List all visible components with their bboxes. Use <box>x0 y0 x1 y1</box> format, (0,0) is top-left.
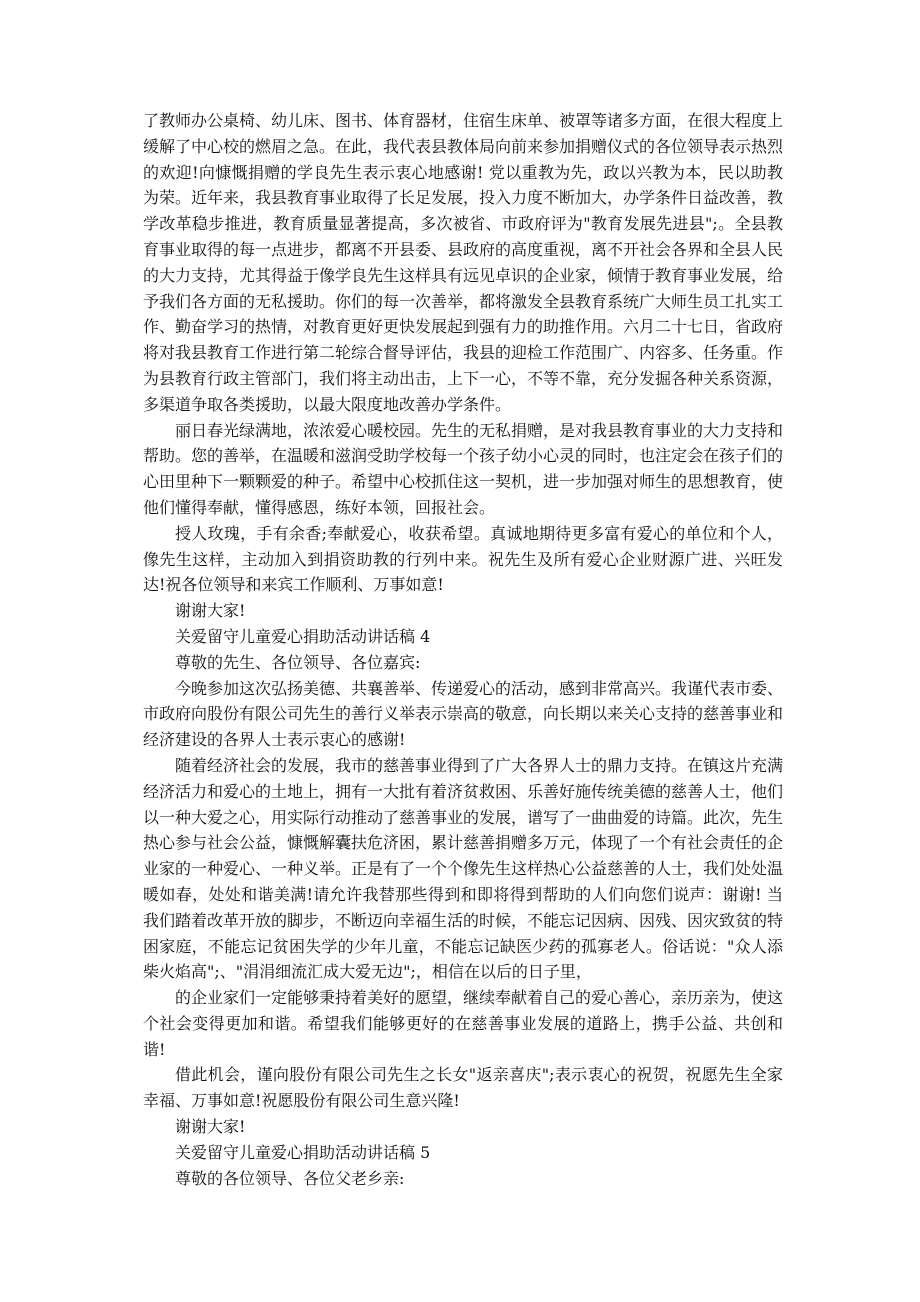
salutation-5: 尊敬的各位领导、各位父老乡亲: <box>175 1168 405 1188</box>
document-page <box>143 108 783 1191</box>
section-heading-4: 关爱留守儿童爱心捐助活动讲话稿 4 <box>175 626 431 646</box>
paragraph-1: 了教师办公桌椅、幼儿床、图书、体育器材，住宿生床单、被罩等诸多方面，在很大程度上缓解了中心校的燃眉之急。在此，我代表县教体局向前来参加捐赠仪式的各位领导表示热烈的欢迎!向慷慨捐赠的学良先生表示衷心地感谢! 党以重教为先，政以兴教为本，民以助教为荣。近年来，我县教育事业取得了长足发展，投入力度不断加大，办学条件日益改善，教学改革稳步推进，教育质量显著提高，多次被省、市政府评为"教育发展先进县";。全县教育事业取得的每一点进步，都离不开县委、县政府的高度重视，离不开社会各界和全县人民的大力支持，尤其得益于像学良先生这样具有远见卓识的企业家，倾情于教育事业发展，给予我们各方面的无私援助。你们的每一次善举，都将激发全县教育系统广大师生员工扎实工作、勤奋学习的热情，对教育更好更快发展起到强有力的助推作用。六月二十七日，省政府将对我县教育工作进行第二轮综合督导评估，我县的迎检工作范围广、内容多、任务重。作为县教育行政主管部门，我们将主动出击，上下一心，不等不靠，充分发掘各种关系资源，多渠道争取各类援助，以最大限度地改善办学条件。 <box>143 111 784 414</box>
paragraph-10: 借此机会，谨向股份有限公司先生之长女"返亲喜庆";表示衷心的祝贺，祝愿先生全家幸福、万事如意!祝愿股份有限公司生意兴隆! <box>143 1065 783 1111</box>
paragraph-8: 随着经济社会的发展，我市的慈善事业得到了广大各界人士的鼎力支持。在镇这片充满经济活力和爱心的土地上，拥有一大批有着济贫救困、乐善好施传统美德的慈善人士，他们以一种大爱之心，用实际行动推动了慈善事业的发展，谱写了一曲曲爱的诗篇。此次，先生热心参与社会公益，慷慨解囊扶危济困，累计慈善捐赠多万元，体现了一个有社会责任的企业家的一种爱心、一种义举。正是有了一个个像先生这样热心公益慈善的人士，我们处处温暖如春，处处和谐美满!请允许我替那些得到和即将得到帮助的人们向您们说声：谢谢! 当我们踏着改革开放的脚步，不断迈向幸福生活的时候，不能忘记因病、因残、因灾致贫的特困家庭，不能忘记贫困失学的少年儿童，不能忘记缺医少药的孤寡老人。俗话说："众人添柴火焰高";、"涓涓细流汇成大爱无边";，相信在以后的日子里， <box>143 755 784 982</box>
closing-thanks-1: 谢谢大家! <box>175 601 246 621</box>
paragraph-3: 授人玫瑰，手有余香;奉献爱心，收获希望。真诚地期待更多富有爱心的单位和个人，像先生这样，主动加入到捐资助教的行列中来。祝先生及所有爱心企业财源广进、兴旺发达!祝各位领导和来宾工作顺利、万事如意! <box>143 523 783 595</box>
salutation-4: 尊敬的先生、各位领导、各位嘉宾: <box>175 652 421 672</box>
closing-thanks-2: 谢谢大家! <box>175 1117 246 1137</box>
paragraph-9: 的企业家们一定能够秉持着美好的愿望，继续奉献着自己的爱心善心，亲历亲为，使这个社会变得更加和谐。希望我们能够更好的在慈善事业发展的道路上，携手公益、共创和谐! <box>143 988 784 1059</box>
section-heading-5: 关爱留守儿童爱心捐助活动讲话稿 5 <box>175 1142 431 1162</box>
paragraph-2: 丽日春光绿满地，浓浓爱心暖校园。先生的无私捐赠，是对我县教育事业的大力支持和帮助。您的善举，在温暖和滋润受助学校每一个孩子幼小心灵的同时，也注定会在孩子们的心田里种下一颗颗爱的种子。希望中心校抓住这一契机，进一步加强对师生的思想教育，使他们懂得奉献，懂得感恩，练好本领，回报社会。 <box>143 420 784 517</box>
paragraph-7: 今晚参加这次弘扬美德、共襄善举、传递爱心的活动，感到非常高兴。我谨代表市委、市政府向股份有限公司先生的善行义举表示崇高的敬意，向长期以来关心支持的慈善事业和经济建设的各界人士表示衷心的感谢! <box>143 678 784 750</box>
